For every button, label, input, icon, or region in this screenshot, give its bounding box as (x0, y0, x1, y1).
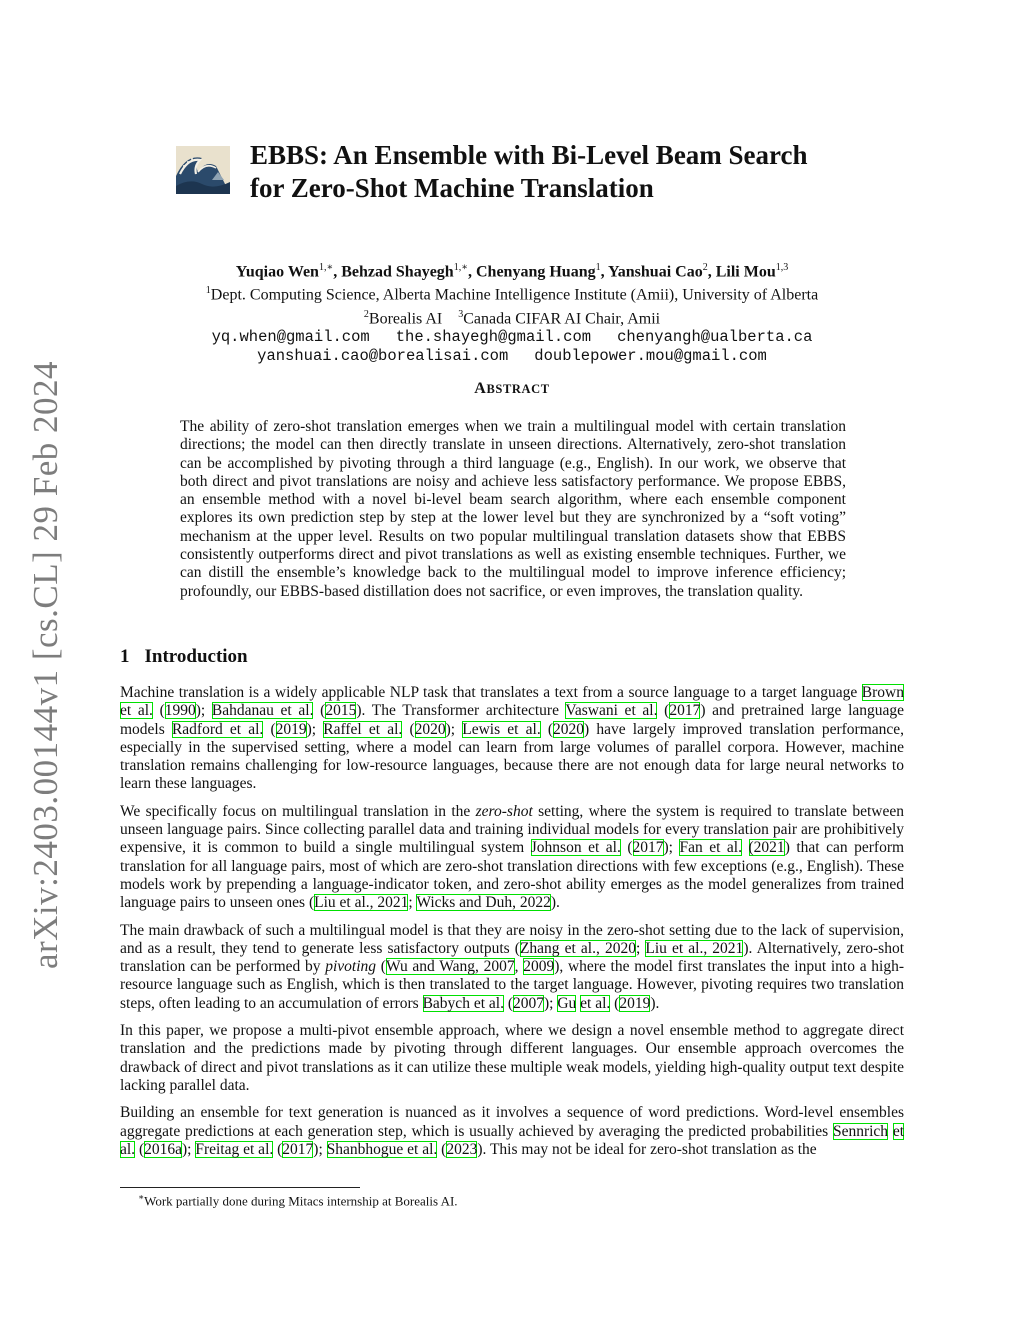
section-body (120, 684, 904, 1168)
author-name: Yuqiao Wen (235, 263, 319, 281)
text-run: ) have largely improved translation performance, especially in the supervised setting, where a model can learn from large volumes of parallel corpora. However, machine translation remains challenging for low-resource languages, because there are not enough data for large neural networks to learn these languages. (120, 720, 905, 793)
abstract-heading-initial: A (474, 380, 487, 397)
text-run: ; (635, 939, 646, 957)
arxiv-identifier[interactable]: arXiv:2403.00144v1 [cs.CL] 29 Feb 2024 (26, 360, 66, 970)
citation-link[interactable]: Bahdanau et al. (211, 702, 314, 720)
section-heading (120, 646, 248, 668)
text-run: ); (195, 702, 212, 720)
footnote (138, 1192, 458, 1209)
citation-link[interactable]: Shanbhogue et al. (326, 1140, 438, 1158)
text-run: ; (408, 894, 417, 912)
author-email[interactable]: the.shayegh@gmail.com (395, 327, 592, 346)
citation-link[interactable]: Raffel et al. (323, 720, 403, 738)
text-run: ( (152, 702, 165, 720)
text-run: ( (437, 1140, 447, 1158)
affiliation: Canada CIFAR AI Chair, Amii (463, 309, 661, 327)
text-run: Building an ensemble for text generation is nuanced as it involves a sequence of word predictions. Word-level ensembles aggregate predictions at each generation step, which is usually achieved by averaging the predicted probabilities (120, 1104, 904, 1140)
citation-link[interactable]: Wicks and Duh, 2022 (416, 894, 551, 912)
citation-link[interactable]: 2023 (446, 1140, 478, 1158)
email-line-1 (120, 328, 904, 347)
text-run: ); (306, 720, 324, 738)
author-email[interactable]: yq.when@gmail.com (211, 327, 370, 346)
citation-link[interactable]: 2017 (669, 702, 701, 720)
arxiv-sidebar (20, 360, 72, 970)
citation-link[interactable]: Fan et al. (679, 839, 742, 857)
footnote-text: Work partially done during Mitacs internship at Borealis AI. (144, 1193, 458, 1209)
text-run: ( (402, 720, 415, 738)
citation-link[interactable]: Brown et al. (120, 684, 904, 720)
author-affiliation-mark: 1 (595, 262, 601, 273)
text-run: ( (503, 994, 513, 1012)
citation-link[interactable]: 2020 (414, 720, 446, 738)
citation-link[interactable]: Johnson et al. (530, 839, 621, 857)
text-run: setting, where the system is required to translate between unseen language pairs. Since collecting parallel data and training individual models for every translation pair are prohibitively expensive, it is common to build a single multilingual system (120, 802, 904, 857)
text-run: ); (313, 1140, 327, 1158)
paragraph (120, 803, 904, 913)
affiliation-mark: 2 (363, 308, 369, 320)
citation-link[interactable]: Zhang et al., 2020 (519, 939, 636, 957)
citation-link[interactable]: Freitag et al. (195, 1140, 274, 1158)
text-run: ( (620, 839, 633, 857)
footnote-rule (120, 1187, 360, 1188)
author-affiliation-mark: 1,3 (775, 262, 789, 273)
author-affiliation-mark: 1,∗ (453, 262, 468, 273)
text-run: , (514, 958, 524, 976)
citation-link[interactable]: 2009 (523, 958, 555, 976)
author-name: Chenyang Huang (476, 263, 596, 281)
citation-link[interactable]: 2016a (144, 1140, 182, 1158)
affiliation: Dept. Computing Science, Alberta Machine Intelligence Institute (Amii), University of Alberta (210, 286, 819, 304)
title-line-2: for Zero-Shot Machine Translation (250, 173, 654, 203)
author-email[interactable]: doublepower.mou@gmail.com (534, 346, 767, 365)
text-run: ); (544, 994, 558, 1012)
citation-link[interactable]: 2017 (632, 839, 664, 857)
text-run: ( (313, 702, 326, 720)
affiliation: Borealis AI (368, 309, 443, 327)
paragraph: In this paper, we propose a multi-pivot ensemble approach, where we design a novel ensemble method to aggregate direct translation and the predictions made by pivoting through different languages. Our ensemble approach overcomes the drawback of direct and pivot translations as it can utilize these multiple weak models, yielding high-quality output text despite lacking parallel data. (120, 1022, 904, 1094)
affiliation-line-1 (120, 281, 904, 304)
great-wave-logo-icon (176, 146, 230, 194)
citation-link[interactable]: Sennrich (832, 1122, 889, 1140)
author-block (120, 258, 904, 366)
author-name: Lili Mou (715, 263, 776, 281)
citation-link[interactable]: 1990 (164, 702, 196, 720)
affiliation-mark: 1 (205, 285, 211, 297)
text-run: ). Alternatively, zero-shot translation can be performed by (120, 939, 904, 976)
paper-title (250, 139, 890, 205)
text-run: ). (550, 894, 560, 912)
paragraph (120, 922, 904, 1013)
text-run: ( (657, 702, 670, 720)
citation-link[interactable]: Wu and Wang, 2007 (385, 958, 515, 976)
author-name: Yanshuai Cao (608, 263, 703, 281)
citation-link[interactable]: Gu (557, 994, 577, 1012)
author-email[interactable]: chenyangh@ualberta.ca (617, 327, 813, 346)
citation-link[interactable]: 2019 (619, 994, 651, 1012)
citation-link[interactable]: 2007 (513, 994, 544, 1012)
citation-link[interactable]: 2017 (282, 1140, 314, 1158)
citation-link[interactable]: (2021 (748, 839, 785, 857)
text-run: Machine translation is a widely applicable NLP task that translates a text from a source language to a target language (120, 684, 862, 701)
abstract-heading (0, 380, 1024, 398)
author-names: Yuqiao Wen$^{1,∗}$, Behzad Shayegh$^{1,∗}$, Chenyang Huang$^1$, Yanshuai Cao$^2$, Lili Mou$^{1,3}$ (235, 262, 789, 281)
text-run: ) that can perform translation for all language pairs, most of which are zero-shot translation directions with few exceptions (e.g., English). These models work by prepending a language-indicator token, and zero-shot ability emerges as the model generalizes from trained language pairs to unseen ones ( (120, 839, 905, 912)
text-run: ); (182, 1140, 196, 1158)
emphasis: zero-shot (475, 802, 533, 820)
email-line-2 (120, 347, 904, 366)
title-line-1: EBBS: An Ensemble with Bi-Level Beam Search (250, 140, 808, 170)
abstract-heading-rest: BSTRACT (486, 382, 550, 396)
citation-link[interactable]: et al. (120, 1122, 904, 1158)
footnote-mark: ∗ (138, 1192, 145, 1202)
text-run (742, 839, 749, 856)
author-email[interactable]: yanshuai.cao@borealisai.com (257, 346, 509, 365)
section-number: 1 (120, 646, 130, 667)
text-run: ). (650, 994, 660, 1012)
text-run: ( (610, 994, 620, 1012)
text-run: ) and pretrained large language models (120, 702, 905, 738)
citation-link[interactable]: Babych et al. (422, 994, 504, 1012)
text-run: The main drawback of such a multilingual model is that they are noisy in the zero-shot setting due to the lack of supervision, and as a result, they tend to generate less satisfactory outputs ( (120, 921, 904, 957)
section-title: Introduction (144, 646, 248, 667)
author-affiliation-mark: 2 (702, 262, 708, 273)
text-run: ( (376, 958, 386, 976)
text-run: ). The Transformer architecture (356, 702, 566, 720)
text-run: ); (663, 839, 680, 857)
text-run: ), where the model first translates the input into a high-resource language such as English, which is then translated to the target language. However, pivoting requires two translation steps, often leading to an accumulation of errors (120, 958, 905, 1012)
citation-link[interactable]: 2015 (325, 702, 357, 720)
citation-link[interactable]: Radford et al. (171, 720, 264, 738)
abstract-text: The ability of zero-shot translation emerges when we train a multilingual model with certain translation directions; the model can then directly translate in unseen directions. Alternatively, zero-shot translation can be accomplished by pivoting through a third language (e.g., English). In our work, we observe that both direct and pivot translations are noisy and achieve less satisfactory performance. We propose EBBS, an ensemble method with a novel bi-level beam search algorithm, where each ensemble component explores its own prediction step by step at the lower level but they are synchronized by a “soft voting” mechanism at the upper level. Results on two popular multilingual translation datasets show that EBBS consistently outperforms direct and pivot translations as well as existing ensemble techniques. Further, we can distill the ensemble’s knowledge back to the multilingual model to improve inference efficiency; profoundly, our EBBS-based distillation does not sacrifice, or even improves, the translation quality. (180, 418, 846, 600)
text-run: ( (540, 720, 554, 738)
text-run: ( (135, 1140, 145, 1158)
text-run: ); (445, 720, 463, 738)
text-run: We specifically focus on multilingual translation in the (120, 802, 476, 820)
author-name: Behzad Shayegh (341, 263, 454, 281)
citation-link[interactable]: 2020 (553, 720, 585, 738)
author-affiliation-mark: 1,∗ (318, 262, 334, 273)
affiliation-mark: 3 (458, 308, 464, 320)
citation-link[interactable]: Vaswani et al. (565, 702, 658, 720)
text-run: ( (263, 720, 276, 738)
affiliation-line-2 (120, 305, 904, 328)
text-run: ). This may not be ideal for zero-shot translation as the (477, 1140, 817, 1158)
paragraph (120, 1104, 904, 1159)
text-run: ( (273, 1140, 283, 1158)
citation-link[interactable]: Liu et al., 2021 (645, 939, 744, 957)
emphasis: pivoting (325, 958, 377, 976)
citation-link[interactable]: Lewis et al. (462, 720, 541, 738)
citation-link[interactable]: Liu et al., 2021 (314, 894, 409, 912)
paragraph (120, 684, 904, 794)
citation-link[interactable]: et al. (580, 994, 611, 1012)
citation-link[interactable]: 2019 (275, 720, 307, 738)
